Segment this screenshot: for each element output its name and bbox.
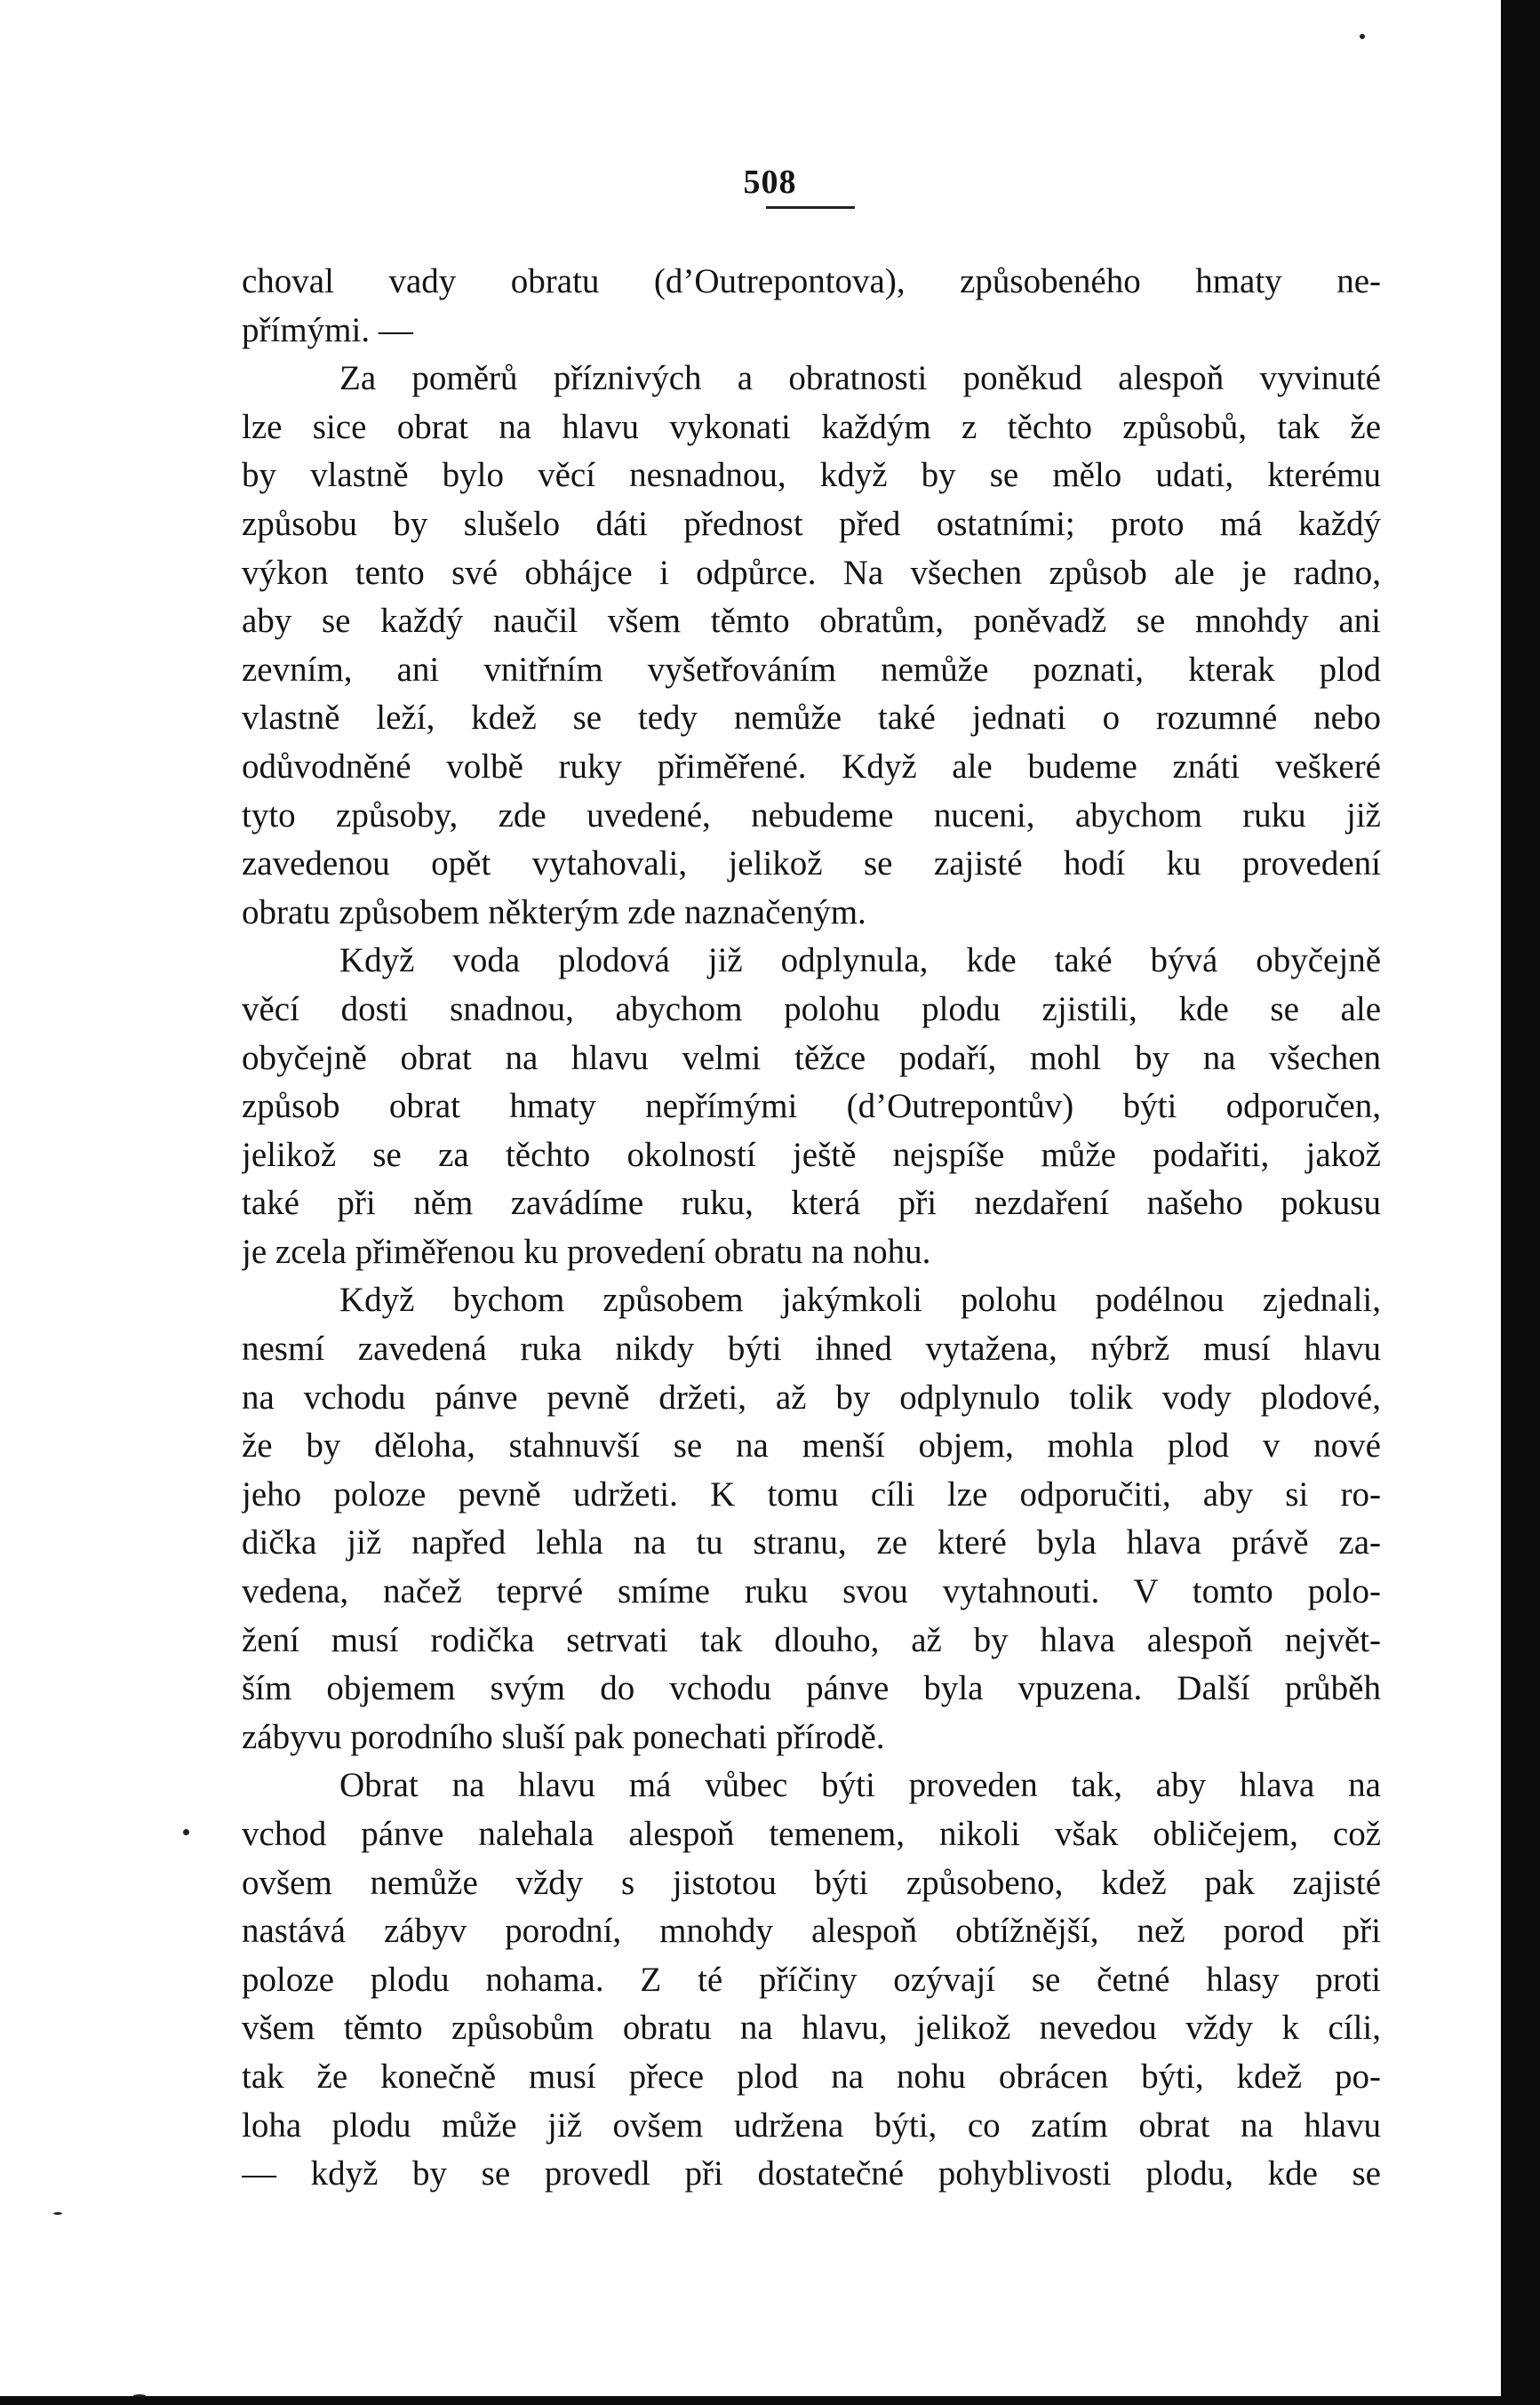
text-line: že by děloha, stahnuvší se na menší objem, mohla plod v nové [242, 1426, 1381, 1466]
text-line: tak že konečně musí přece plod na nohu obrácen býti, kdež po- [242, 2057, 1381, 2096]
text-line: odůvodněné volbě ruky přiměřené. Když ale budeme znáti veškeré [242, 747, 1381, 786]
scan-border-bottom [0, 2396, 1540, 2405]
scan-speck [133, 2394, 146, 2397]
body-text [242, 258, 1381, 2199]
paragraph-start-line: Za poměrů příznivých a obratnosti poněkud alespoň vyvinuté [339, 359, 1381, 398]
text-line: choval vady obratu (d’Outrepontova), způsobeného hmaty ne- [242, 262, 1381, 300]
text-line: obyčejně obrat na hlavu velmi těžce podaří, mohl by na všechen [242, 1038, 1381, 1077]
text-line: vlastně leží, kdež se tedy nemůže také jednati o rozumné nebo [242, 699, 1381, 738]
text-line: jelikož se za těchto okolností ještě nejspíše může podařiti, jakož [242, 1135, 1381, 1174]
text-line: na vchodu pánve pevně držeti, až by odplynulo tolik vody plodové, [242, 1378, 1381, 1417]
text-line: nastává zábyv porodní, mnohdy alespoň obtížnější, než porod při [242, 1912, 1381, 1951]
text-line: výkon tento své obhájce i odpůrce. Na všechen způsob ale je radno, [242, 553, 1381, 592]
text-line: jeho poloze pevně udržeti. K tomu cíli lze odporučiti, aby si ro- [242, 1474, 1381, 1514]
text-line: nesmí zavedená ruka nikdy býti ihned vytažena, nýbrž musí hlavu [242, 1330, 1381, 1369]
text-line: zavedenou opět vytahovali, jelikož se zajisté hodí ku provedení [242, 844, 1381, 883]
text-line: zábyvu porodního sluší pak ponechati přírodě. [242, 1717, 885, 1756]
text-line: vchod pánve nalehala alespoň temenem, nikoli však obličejem, což [242, 1815, 1381, 1853]
text-line: — když by se provedl při dostatečné pohyblivosti plodu, kde se [242, 2154, 1381, 2193]
page-number: 508 [743, 164, 797, 201]
text-line: přímými. — [242, 310, 413, 349]
paragraph-start-line: Když voda plodová již odplynula, kde také bývá obyčejně [339, 941, 1381, 980]
text-line: žení musí rodička setrvati tak dlouho, až by hlava alespoň největ- [242, 1620, 1381, 1659]
text-line: dička již napřed lehla na tu stranu, ze které byla hlava právě za- [242, 1523, 1381, 1562]
scan-speck [183, 1829, 189, 1835]
text-line: vedena, načež teprvé smíme ruku svou vytahnouti. V tomto polo- [242, 1572, 1381, 1611]
text-line: tyto způsoby, zde uvedené, nebudeme nuceni, abychom ruku již [242, 795, 1381, 835]
scan-speck [53, 2212, 62, 2215]
text-line: obratu způsobem některým zde naznačeným. [242, 892, 866, 931]
text-line: ovšem nemůže vždy s jistotou býti způsobeno, kdež pak zajisté [242, 1863, 1381, 1902]
text-line: by vlastně bylo věcí nesnadnou, když by se mělo udati, kterému [242, 456, 1381, 495]
page-number-underline [766, 206, 855, 209]
text-line: zevním, ani vnitřním vyšetřováním nemůže poznati, kterak plod [242, 650, 1381, 689]
text-line: poloze plodu nohama. Z té příčiny ozývají se četné hlasy proti [242, 1960, 1381, 1999]
text-line: také při něm zavádíme ruku, která při nezdaření našeho pokusu [242, 1184, 1381, 1223]
text-line: věcí dosti snadnou, abychom polohu plodu zjistili, kde se ale [242, 989, 1381, 1028]
text-line: loha plodu může již ovšem udržena býti, co zatím obrat na hlavu [242, 2105, 1381, 2145]
text-line: je zcela přiměřenou ku provedení obratu na nohu. [242, 1232, 931, 1271]
scan-speck [1360, 34, 1365, 39]
text-line: ším objemem svým do vchodu pánve byla vpuzena. Další průběh [242, 1669, 1381, 1708]
text-line: způsobu by slušelo dáti přednost před ostatními; proto má každý [242, 504, 1381, 543]
text-line: aby se každý naučil všem těmto obratům, poněvadž se mnohdy ani [242, 602, 1381, 641]
scan-border-right [1501, 0, 1540, 2405]
paragraph-start-line: Když bychom způsobem jakýmkoli polohu podélnou zjednali, [339, 1281, 1381, 1320]
text-line: způsob obrat hmaty nepřímými (d’Outrepontův) býti odporučen, [242, 1087, 1381, 1126]
paragraph-start-line: Obrat na hlavu má vůbec býti proveden tak, aby hlava na [339, 1766, 1381, 1805]
text-line: všem těmto způsobům obratu na hlavu, jelikož nevedou vždy k cíli, [242, 2009, 1381, 2048]
text-line: lze sice obrat na hlavu vykonati každým z těchto způsobů, tak že [242, 407, 1381, 446]
